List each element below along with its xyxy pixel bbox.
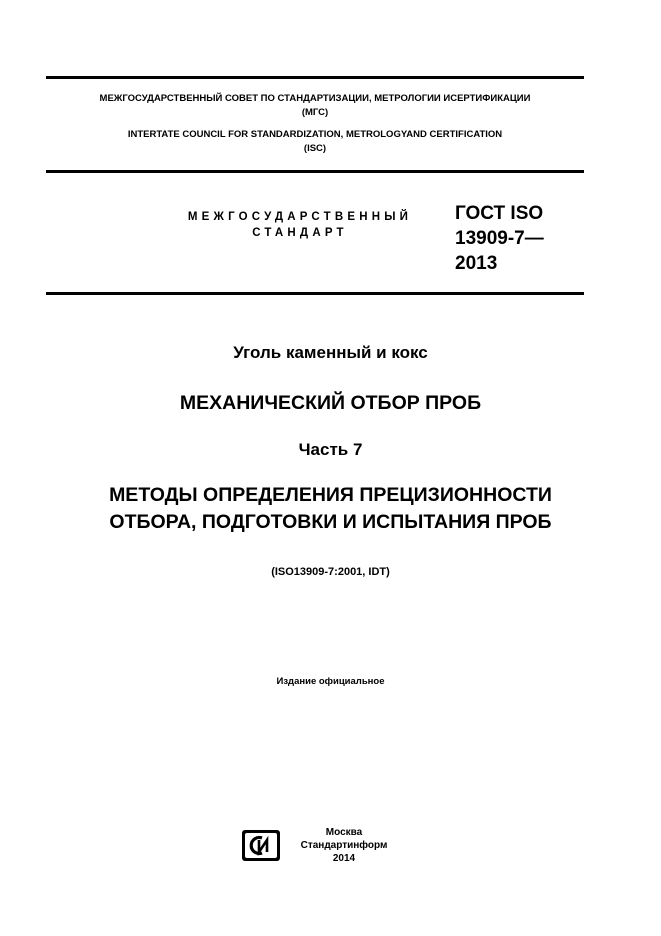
council-en-name: INTERTATE COUNCIL FOR STANDARDIZATION, METROLOGYAND CERTIFICATION — [127, 129, 503, 140]
edition-note: Издание официальное — [276, 676, 385, 687]
council-ru-abbr: (МГС) — [301, 107, 329, 118]
iso-reference: (ISO13909-7:2001, IDT) — [271, 566, 390, 578]
subject-title: Уголь каменный и кокс — [233, 343, 428, 362]
standard-kind — [170, 209, 430, 241]
middle-rule — [46, 170, 584, 173]
part-title-line2: ОТБОРА, ПОДГОТОВКИ И ИСПЫТАНИЯ ПРОБ — [109, 511, 552, 533]
publisher-name: Стандартинформ — [300, 840, 388, 851]
council-ru-name: МЕЖГОСУДАРСТВЕННЫЙ СОВЕТ ПО СТАНДАРТИЗАЦИИ, МЕТРОЛОГИИ ИСЕРТИФИКАЦИИ — [99, 93, 531, 104]
designation-line3: 2013 — [455, 253, 498, 274]
bottom-rule — [46, 292, 584, 295]
part-title-line1: МЕТОДЫ ОПРЕДЕЛЕНИЯ ПРЕЦИЗИОННОСТИ — [109, 484, 552, 506]
standard-kind-line2: СТАНДАРТ — [252, 227, 348, 239]
council-en-abbr: (ISC) — [303, 143, 327, 154]
part-title — [0, 482, 661, 536]
main-title: МЕХАНИЧЕСКИЙ ОТБОР ПРОБ — [179, 392, 482, 414]
top-rule — [46, 76, 584, 79]
standard-kind-line1: МЕЖГОСУДАРСТВЕННЫЙ — [187, 211, 413, 223]
designation-line2: 13909-7— — [455, 228, 544, 249]
standartinform-logo-icon — [241, 829, 281, 862]
council-ru — [46, 92, 584, 120]
publisher-city: Москва — [325, 827, 363, 838]
standard-designation — [455, 201, 585, 276]
publisher-year: 2014 — [332, 853, 356, 864]
designation-line1: ГОСТ ISO — [455, 203, 544, 224]
council-en — [46, 128, 584, 156]
part-number: Часть 7 — [298, 440, 363, 459]
publisher-block — [294, 826, 394, 865]
